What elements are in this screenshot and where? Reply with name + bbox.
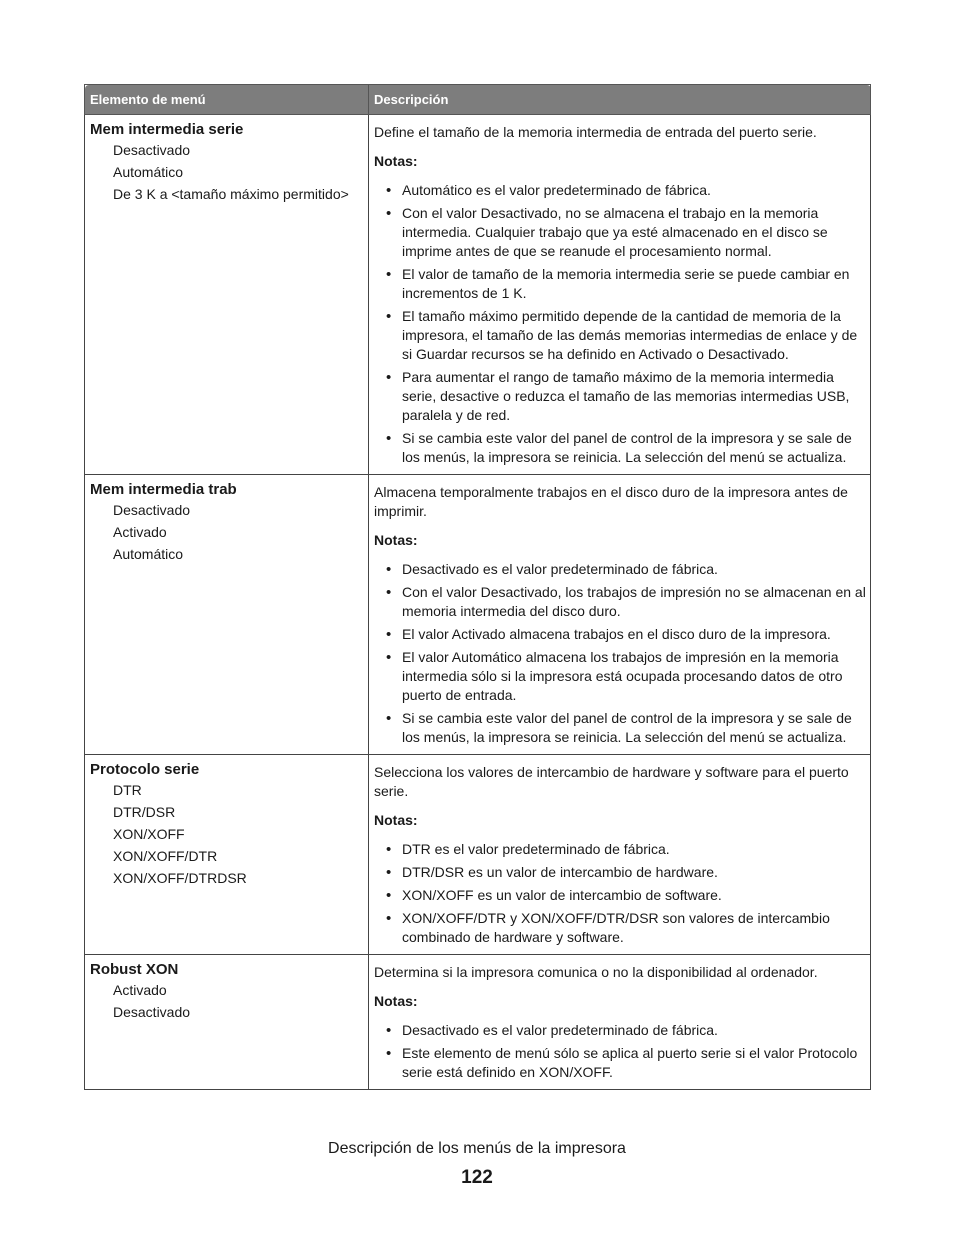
menu-table bbox=[84, 84, 871, 1090]
note-item: • XON/XOFF es un valor de intercambio de software. bbox=[374, 886, 866, 905]
note-item: • Para aumentar el rango de tamaño máximo de la memoria intermedia serie, desactive o reduzca el tamaño de las memorias intermedias USB, paralela y de red. bbox=[374, 368, 866, 425]
note-item: • El valor Activado almacena trabajos en el disco duro de la impresora. bbox=[374, 625, 866, 644]
table-row bbox=[85, 755, 871, 955]
menu-option: XON/XOFF/DTR bbox=[113, 848, 218, 864]
description-text: Define el tamaño de la memoria intermedia de entrada del puerto serie. bbox=[374, 124, 817, 140]
table-row bbox=[85, 115, 871, 475]
menu-item-title: Mem intermedia trab bbox=[90, 481, 237, 498]
description-cell bbox=[369, 755, 871, 955]
menu-item-cell bbox=[85, 115, 369, 475]
column-header-description: Descripción bbox=[369, 85, 871, 115]
notes-list bbox=[374, 181, 866, 467]
note-item: • DTR/DSR es un valor de intercambio de hardware. bbox=[374, 863, 866, 882]
description-text: Selecciona los valores de intercambio de hardware y software para el puerto serie. bbox=[374, 764, 849, 799]
menu-option: XON/XOFF bbox=[113, 826, 185, 842]
note-item: • Automático es el valor predeterminado de fábrica. bbox=[374, 181, 866, 200]
description-cell bbox=[369, 115, 871, 475]
menu-item-title: Protocolo serie bbox=[90, 761, 200, 778]
menu-option: Desactivado bbox=[113, 142, 191, 158]
note-item: • El tamaño máximo permitido depende de la cantidad de memoria de la impresora, el tamaño de las demás memorias intermedias de enlace y de si Guardar recursos se ha definido en Activado o Desactivado. bbox=[374, 307, 866, 364]
note-item: • Si se cambia este valor del panel de control de la impresora y se sale de los menús, la impresora se reinicia. La selección del menú se actualiza. bbox=[374, 709, 866, 747]
footer-title: Descripción de los menús de la impresora bbox=[328, 1140, 626, 1157]
menu-option: Automático bbox=[113, 546, 184, 562]
menu-option: Desactivado bbox=[113, 502, 191, 518]
note-item: • El valor Automático almacena los trabajos de impresión en la memoria intermedia sólo si la impresora está ocupada procesando datos de otro puerto de entrada. bbox=[374, 648, 866, 705]
menu-option: Automático bbox=[113, 164, 184, 180]
description-cell bbox=[369, 475, 871, 755]
menu-item-cell bbox=[85, 955, 369, 1090]
notes-label: Notas: bbox=[374, 812, 418, 828]
menu-option: Activado bbox=[113, 524, 167, 540]
table-body bbox=[85, 115, 871, 1090]
table-header-row bbox=[85, 85, 871, 115]
note-item: • Con el valor Desactivado, los trabajos de impresión no se almacenan en al memoria intermedia del disco duro. bbox=[374, 583, 866, 621]
menu-item-cell bbox=[85, 755, 369, 955]
table-row bbox=[85, 475, 871, 755]
menu-option: XON/XOFF/DTRDSR bbox=[113, 870, 247, 886]
notes-label: Notas: bbox=[374, 532, 418, 548]
note-item: • DTR es el valor predeterminado de fábrica. bbox=[374, 840, 866, 859]
menu-option: Activado bbox=[113, 982, 167, 998]
note-item: • El valor de tamaño de la memoria intermedia serie se puede cambiar en incrementos de 1 K. bbox=[374, 265, 866, 303]
menu-option: De 3 K a <tamaño máximo permitido> bbox=[113, 186, 349, 202]
menu-item-title: Robust XON bbox=[90, 961, 179, 978]
menu-item-cell bbox=[85, 475, 369, 755]
menu-option: DTR bbox=[113, 782, 142, 798]
note-item: • Desactivado es el valor predeterminado de fábrica. bbox=[374, 1021, 866, 1040]
column-header-menu-item: Elemento de menú bbox=[85, 85, 369, 115]
page-number: 122 bbox=[461, 1167, 493, 1188]
notes-list bbox=[374, 560, 866, 747]
menu-item-title: Mem intermedia serie bbox=[90, 121, 244, 138]
note-item: • Si se cambia este valor del panel de control de la impresora y se sale de los menús, la impresora se reinicia. La selección del menú se actualiza. bbox=[374, 429, 866, 467]
notes-list bbox=[374, 1021, 866, 1082]
menu-option: Desactivado bbox=[113, 1004, 191, 1020]
note-item: • Con el valor Desactivado, no se almacena el trabajo en la memoria intermedia. Cualquier trabajo que ya esté almacenado en el disco se imprime antes de que se reanude el procesamiento normal. bbox=[374, 204, 866, 261]
description-cell bbox=[369, 955, 871, 1090]
notes-label: Notas: bbox=[374, 153, 418, 169]
table-row bbox=[85, 955, 871, 1090]
description-text: Almacena temporalmente trabajos en el disco duro de la impresora antes de imprimir. bbox=[374, 484, 848, 519]
menu-option: DTR/DSR bbox=[113, 804, 176, 820]
notes-list bbox=[374, 840, 866, 947]
note-item: • Este elemento de menú sólo se aplica al puerto serie si el valor Protocolo serie está definido en XON/XOFF. bbox=[374, 1044, 866, 1082]
notes-label: Notas: bbox=[374, 993, 418, 1009]
note-item: • XON/XOFF/DTR y XON/XOFF/DTR/DSR son valores de intercambio combinado de hardware y software. bbox=[374, 909, 866, 947]
description-text: Determina si la impresora comunica o no la disponibilidad al ordenador. bbox=[374, 964, 818, 980]
note-item: • Desactivado es el valor predeterminado de fábrica. bbox=[374, 560, 866, 579]
